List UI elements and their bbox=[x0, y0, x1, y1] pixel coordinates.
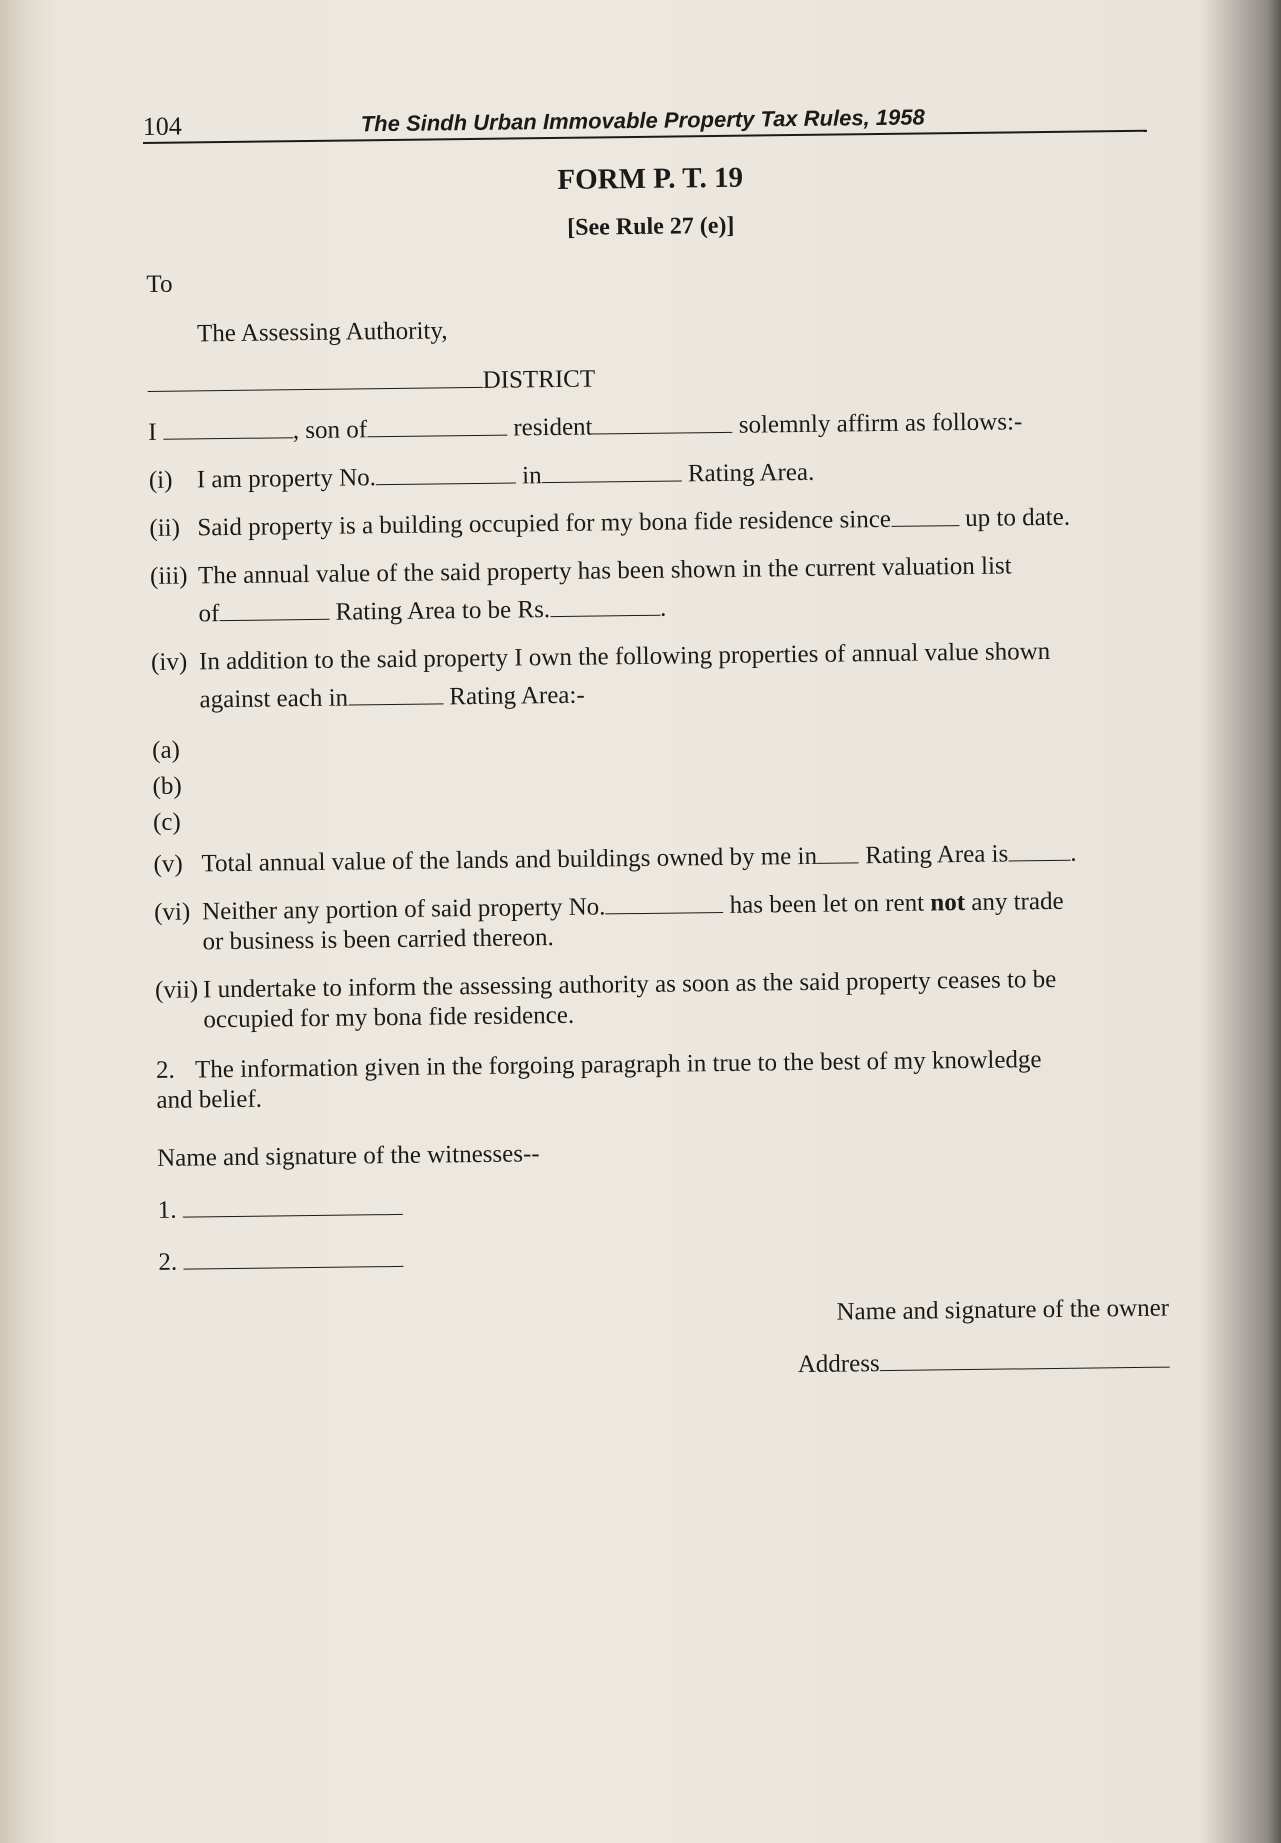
item-text: of bbox=[198, 600, 220, 628]
subitem-c: (c) bbox=[152, 808, 181, 836]
affirm-resident: resident bbox=[513, 413, 593, 442]
rating-area-blank[interactable] bbox=[348, 683, 443, 705]
residence-blank[interactable] bbox=[592, 412, 732, 435]
rating-area-blank[interactable] bbox=[219, 599, 329, 621]
address-line bbox=[160, 1346, 1170, 1388]
affirmation-line bbox=[148, 406, 1158, 448]
paragraph-text: and belief. bbox=[156, 1085, 263, 1114]
item-iii bbox=[150, 550, 1161, 630]
form-rule-reference: [See Rule 27 (e)] bbox=[566, 212, 735, 241]
item-text-bold: not bbox=[930, 889, 966, 917]
item-text: Rating Area:- bbox=[449, 681, 585, 711]
paragraph-number: 2. bbox=[155, 1056, 175, 1084]
paragraph-2 bbox=[156, 1044, 1167, 1116]
witness-2 bbox=[158, 1236, 1168, 1278]
subitem-b: (b) bbox=[152, 772, 182, 800]
witness-number: 2. bbox=[158, 1248, 178, 1276]
affirm-solemnly: solemnly affirm as follows:- bbox=[738, 408, 1023, 439]
item-text: I am property No. bbox=[196, 464, 377, 494]
item-number: (vii) bbox=[154, 976, 199, 1004]
witness-1 bbox=[158, 1184, 1168, 1226]
paragraph-text: The information given in the forgoing paragraph in true to the best of my knowledge bbox=[194, 1046, 1042, 1084]
item-number: (iv) bbox=[150, 648, 188, 676]
district-blank[interactable] bbox=[148, 367, 483, 392]
witness-2-signature-blank[interactable] bbox=[183, 1246, 403, 1270]
property-no-blank[interactable] bbox=[376, 462, 516, 485]
item-text: or business is been carried thereon. bbox=[202, 924, 554, 956]
district-line bbox=[148, 358, 1158, 400]
amount-blank[interactable] bbox=[550, 595, 660, 617]
item-text: I undertake to inform the assessing authority as soon as the said property ceases to be bbox=[202, 965, 1057, 1004]
item-text: . bbox=[1070, 839, 1077, 867]
district-label: DISTRICT bbox=[482, 365, 596, 394]
item-vi bbox=[154, 886, 1165, 958]
item-i bbox=[149, 454, 1159, 496]
item-v bbox=[153, 838, 1163, 880]
father-name-blank[interactable] bbox=[367, 415, 507, 438]
total-value-blank[interactable] bbox=[1008, 840, 1070, 862]
item-text: against each in bbox=[199, 684, 349, 714]
rating-area-blank[interactable] bbox=[541, 460, 681, 483]
item-text: . bbox=[659, 594, 667, 622]
item-text: in bbox=[522, 462, 542, 490]
since-blank[interactable] bbox=[891, 505, 959, 527]
item-text: Total annual value of the lands and buildings owned by me in bbox=[201, 842, 818, 878]
item-text: occupied for my bona fide residence. bbox=[203, 1001, 575, 1034]
addressee-to: To bbox=[146, 270, 173, 298]
item-number: (iii) bbox=[149, 562, 188, 590]
item-text: Neither any portion of said property No. bbox=[201, 893, 606, 926]
address-blank[interactable] bbox=[880, 1347, 1170, 1372]
item-text: Said property is a building occupied for my bona fide residence since bbox=[197, 505, 892, 542]
form-title: FORM P. T. 19 bbox=[557, 161, 744, 196]
item-text: any trade bbox=[971, 887, 1064, 916]
property-no-blank[interactable] bbox=[605, 892, 723, 914]
item-vii bbox=[155, 964, 1166, 1036]
witness-number: 1. bbox=[157, 1196, 177, 1224]
addressee-authority: The Assessing Authority, bbox=[196, 317, 448, 348]
item-ii bbox=[149, 502, 1159, 544]
item-text: In addition to the said property I own the following properties of annual value shown bbox=[198, 637, 1051, 676]
address-label: Address bbox=[797, 1350, 880, 1379]
item-iv bbox=[151, 636, 1162, 716]
item-text: Rating Area to be Rs. bbox=[335, 596, 551, 626]
affirm-son-of: , son of bbox=[292, 416, 368, 445]
subitem-a: (a) bbox=[151, 736, 181, 764]
page-number: 104 bbox=[142, 111, 182, 142]
item-number: (vi) bbox=[153, 898, 191, 926]
form-body bbox=[145, 153, 1170, 1388]
name-blank[interactable] bbox=[163, 417, 293, 440]
item-number: (v) bbox=[153, 850, 183, 878]
affirm-i: I bbox=[148, 418, 157, 446]
witness-1-signature-blank[interactable] bbox=[183, 1194, 403, 1218]
item-number: (i) bbox=[148, 466, 173, 494]
book-title: The Sindh Urban Immovable Property Tax Rules, 1958 bbox=[360, 104, 925, 137]
item-text: has been let on rent bbox=[729, 889, 925, 919]
item-text: Rating Area is bbox=[865, 840, 1009, 870]
item-number: (ii) bbox=[149, 514, 181, 542]
running-header bbox=[143, 100, 1147, 144]
owner-signature-label: Name and signature of the owner bbox=[836, 1294, 1170, 1326]
item-text: Rating Area. bbox=[687, 458, 815, 488]
rating-area-blank[interactable] bbox=[817, 842, 859, 864]
item-text: up to date. bbox=[965, 503, 1071, 533]
item-text: The annual value of the said property has been shown in the current valuation list bbox=[197, 552, 1012, 590]
witnesses-label: Name and signature of the witnesses-- bbox=[156, 1140, 540, 1172]
